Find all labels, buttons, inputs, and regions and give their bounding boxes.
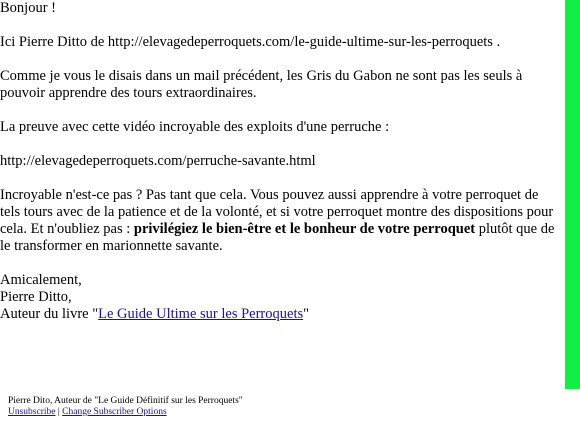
paragraph-gris-du-gabon: Comme je vous le disais dans un mail précédent, les Gris du Gabon ne sont pas les seuls à pouvoir apprendre des tours extraordinaires. xyxy=(0,68,523,101)
footer-separator: | xyxy=(57,407,60,417)
video-url: http://elevagedeperroquets.com/perruche-savante.html xyxy=(0,153,316,169)
footer-links xyxy=(8,407,548,418)
advice-bold-text: privilégiez le bien-être et le bonheur de votre perroquet xyxy=(133,221,476,237)
footer-sender-line: Pierre Dito, Auteur de "Le Guide Définitif sur les Perroquets" xyxy=(8,396,243,406)
signoff: Amicalement, xyxy=(0,272,82,288)
change-subscriber-options-link[interactable]: Change Subscriber Options xyxy=(62,407,167,417)
intro-suffix: . xyxy=(496,34,501,50)
signature-name: Pierre Ditto, xyxy=(0,289,72,305)
author-suffix: " xyxy=(303,306,310,322)
intro-url: http://elevagedeperroquets.com/le-guide-ultime-sur-les-perroquets xyxy=(107,34,493,50)
book-link[interactable]: Le Guide Ultime sur les Perroquets xyxy=(98,306,304,322)
signature-block xyxy=(0,272,562,323)
paragraph-video-intro: La preuve avec cette vidéo incroyable des exploits d'une perruche : xyxy=(0,119,390,135)
advice-text-2: plutôt que de le transformer en marionnette savante. xyxy=(0,221,555,254)
intro-paragraph xyxy=(0,34,562,51)
email-footer xyxy=(8,396,548,418)
unsubscribe-link[interactable]: Unsubscribe xyxy=(8,407,56,417)
author-prefix: Auteur du livre " xyxy=(0,306,99,322)
paragraph-advice xyxy=(0,187,562,255)
green-accent-bar xyxy=(565,0,580,389)
intro-prefix: Ici Pierre Ditto de xyxy=(0,34,105,50)
advice-text-1: Incroyable n'est-ce pas ? Pas tant que cela. Vous pouvez aussi apprendre à votre perroquet de tels tours avec de la patience et de la volonté, et si votre perroquet montre des dispositions pour cela. Et n'oubliez pas : xyxy=(0,187,554,237)
greeting: Bonjour ! xyxy=(0,0,56,16)
